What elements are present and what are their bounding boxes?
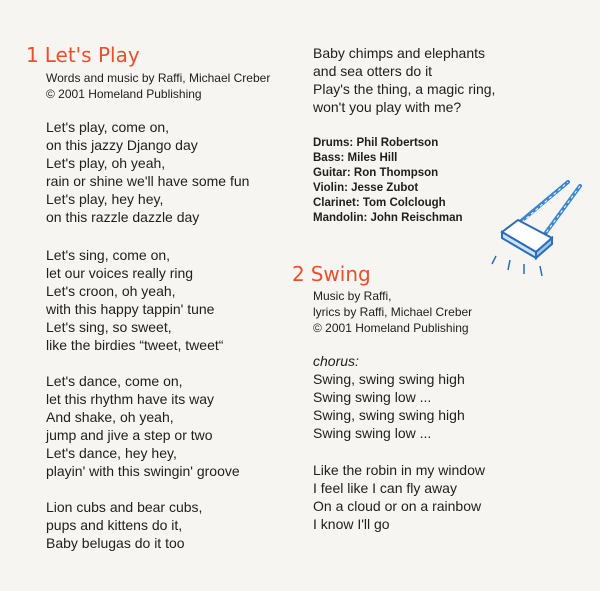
song1-stanza-3 <box>46 372 240 480</box>
song2-credit-line3: © 2001 Homeland Publishing <box>313 321 469 335</box>
lyric-line: Let's sing, come on, <box>46 247 171 263</box>
lyric-line: Let's play, hey hey, <box>46 191 164 207</box>
lyric-line: Swing, swing swing high <box>313 371 465 387</box>
lyric-line: rain or shine we'll have some fun <box>46 173 250 189</box>
song1-number: 1 <box>26 43 39 67</box>
lyric-line: I know I'll go <box>313 516 390 532</box>
lyric-line: and sea otters do it <box>313 63 433 79</box>
song2-title-text: Swing <box>310 262 371 286</box>
lyric-line: Lion cubs and bear cubs, <box>46 499 203 515</box>
lyric-line: on this jazzy Django day <box>46 137 198 153</box>
lyric-line: jump and jive a step or two <box>46 427 213 443</box>
lyric-line: won't you play with me? <box>313 99 462 115</box>
musician-credit: Violin: Jesse Zubot <box>313 182 419 194</box>
song1-credit-line1: Words and music by Raffi, Michael Creber <box>46 71 271 85</box>
song2-number: 2 <box>292 262 305 286</box>
lyric-line: I feel like I can fly away <box>313 480 457 496</box>
musician-credit: Bass: Miles Hill <box>313 152 398 164</box>
chorus-label: chorus: <box>313 353 359 369</box>
musician-credit: Guitar: Ron Thompson <box>313 167 439 179</box>
lyric-line: playin' with this swingin' groove <box>46 463 240 479</box>
lyric-line: Swing swing low ... <box>313 425 432 441</box>
swing-seat-icon <box>488 180 588 280</box>
lyric-line: let this rhythm have its way <box>46 391 215 407</box>
musician-credit: Drums: Phil Robertson <box>313 137 439 149</box>
lyric-line: Baby belugas do it too <box>46 535 185 551</box>
lyric-line: Swing swing low ... <box>313 389 432 405</box>
lyric-line: And shake, oh yeah, <box>46 409 174 425</box>
song1-musicians <box>313 136 463 226</box>
lyric-line: On a cloud or on a rainbow <box>313 498 482 514</box>
lyric-line: Let's play, oh yeah, <box>46 155 166 171</box>
lyric-line: Let's croon, oh yeah, <box>46 283 176 299</box>
lyric-line: Let's sing, so sweet, <box>46 319 172 335</box>
lyric-line: Play's the thing, a magic ring, <box>313 81 496 97</box>
song1-stanza-5 <box>313 44 495 116</box>
song1-stanza-2 <box>46 246 223 354</box>
lyric-line: let our voices really ring <box>46 265 194 281</box>
lyric-line: Swing, swing swing high <box>313 407 465 423</box>
lyric-line: like the birdies “tweet, tweet“ <box>46 337 224 353</box>
song2-credit-line1: Music by Raffi, <box>313 289 392 303</box>
musician-credit: Mandolin: John Reischman <box>313 212 463 224</box>
song2-chorus <box>313 352 465 442</box>
lyric-line: Baby chimps and elephants <box>313 45 485 61</box>
lyric-line: pups and kittens do it, <box>46 517 183 533</box>
lyric-line: on this razzle dazzle day <box>46 209 200 225</box>
song1-stanza-4 <box>46 498 202 552</box>
song2-title <box>292 262 371 286</box>
song2-credit-line2: lyrics by Raffi, Michael Creber <box>313 305 473 319</box>
lyric-line: Let's dance, hey hey, <box>46 445 177 461</box>
lyric-line: Let's play, come on, <box>46 119 170 135</box>
song1-title-text: Let's Play <box>44 43 140 67</box>
lyric-line: with this happy tappin' tune <box>46 301 215 317</box>
song1-credit-line2: © 2001 Homeland Publishing <box>46 87 202 101</box>
lyric-line: Like the robin in my window <box>313 462 485 478</box>
song2-verse-1 <box>313 461 485 533</box>
song1-title <box>26 43 140 67</box>
song1-stanza-1 <box>46 118 249 226</box>
lyric-line: Let's dance, come on, <box>46 373 183 389</box>
musician-credit: Clarinet: Tom Colclough <box>313 197 446 209</box>
